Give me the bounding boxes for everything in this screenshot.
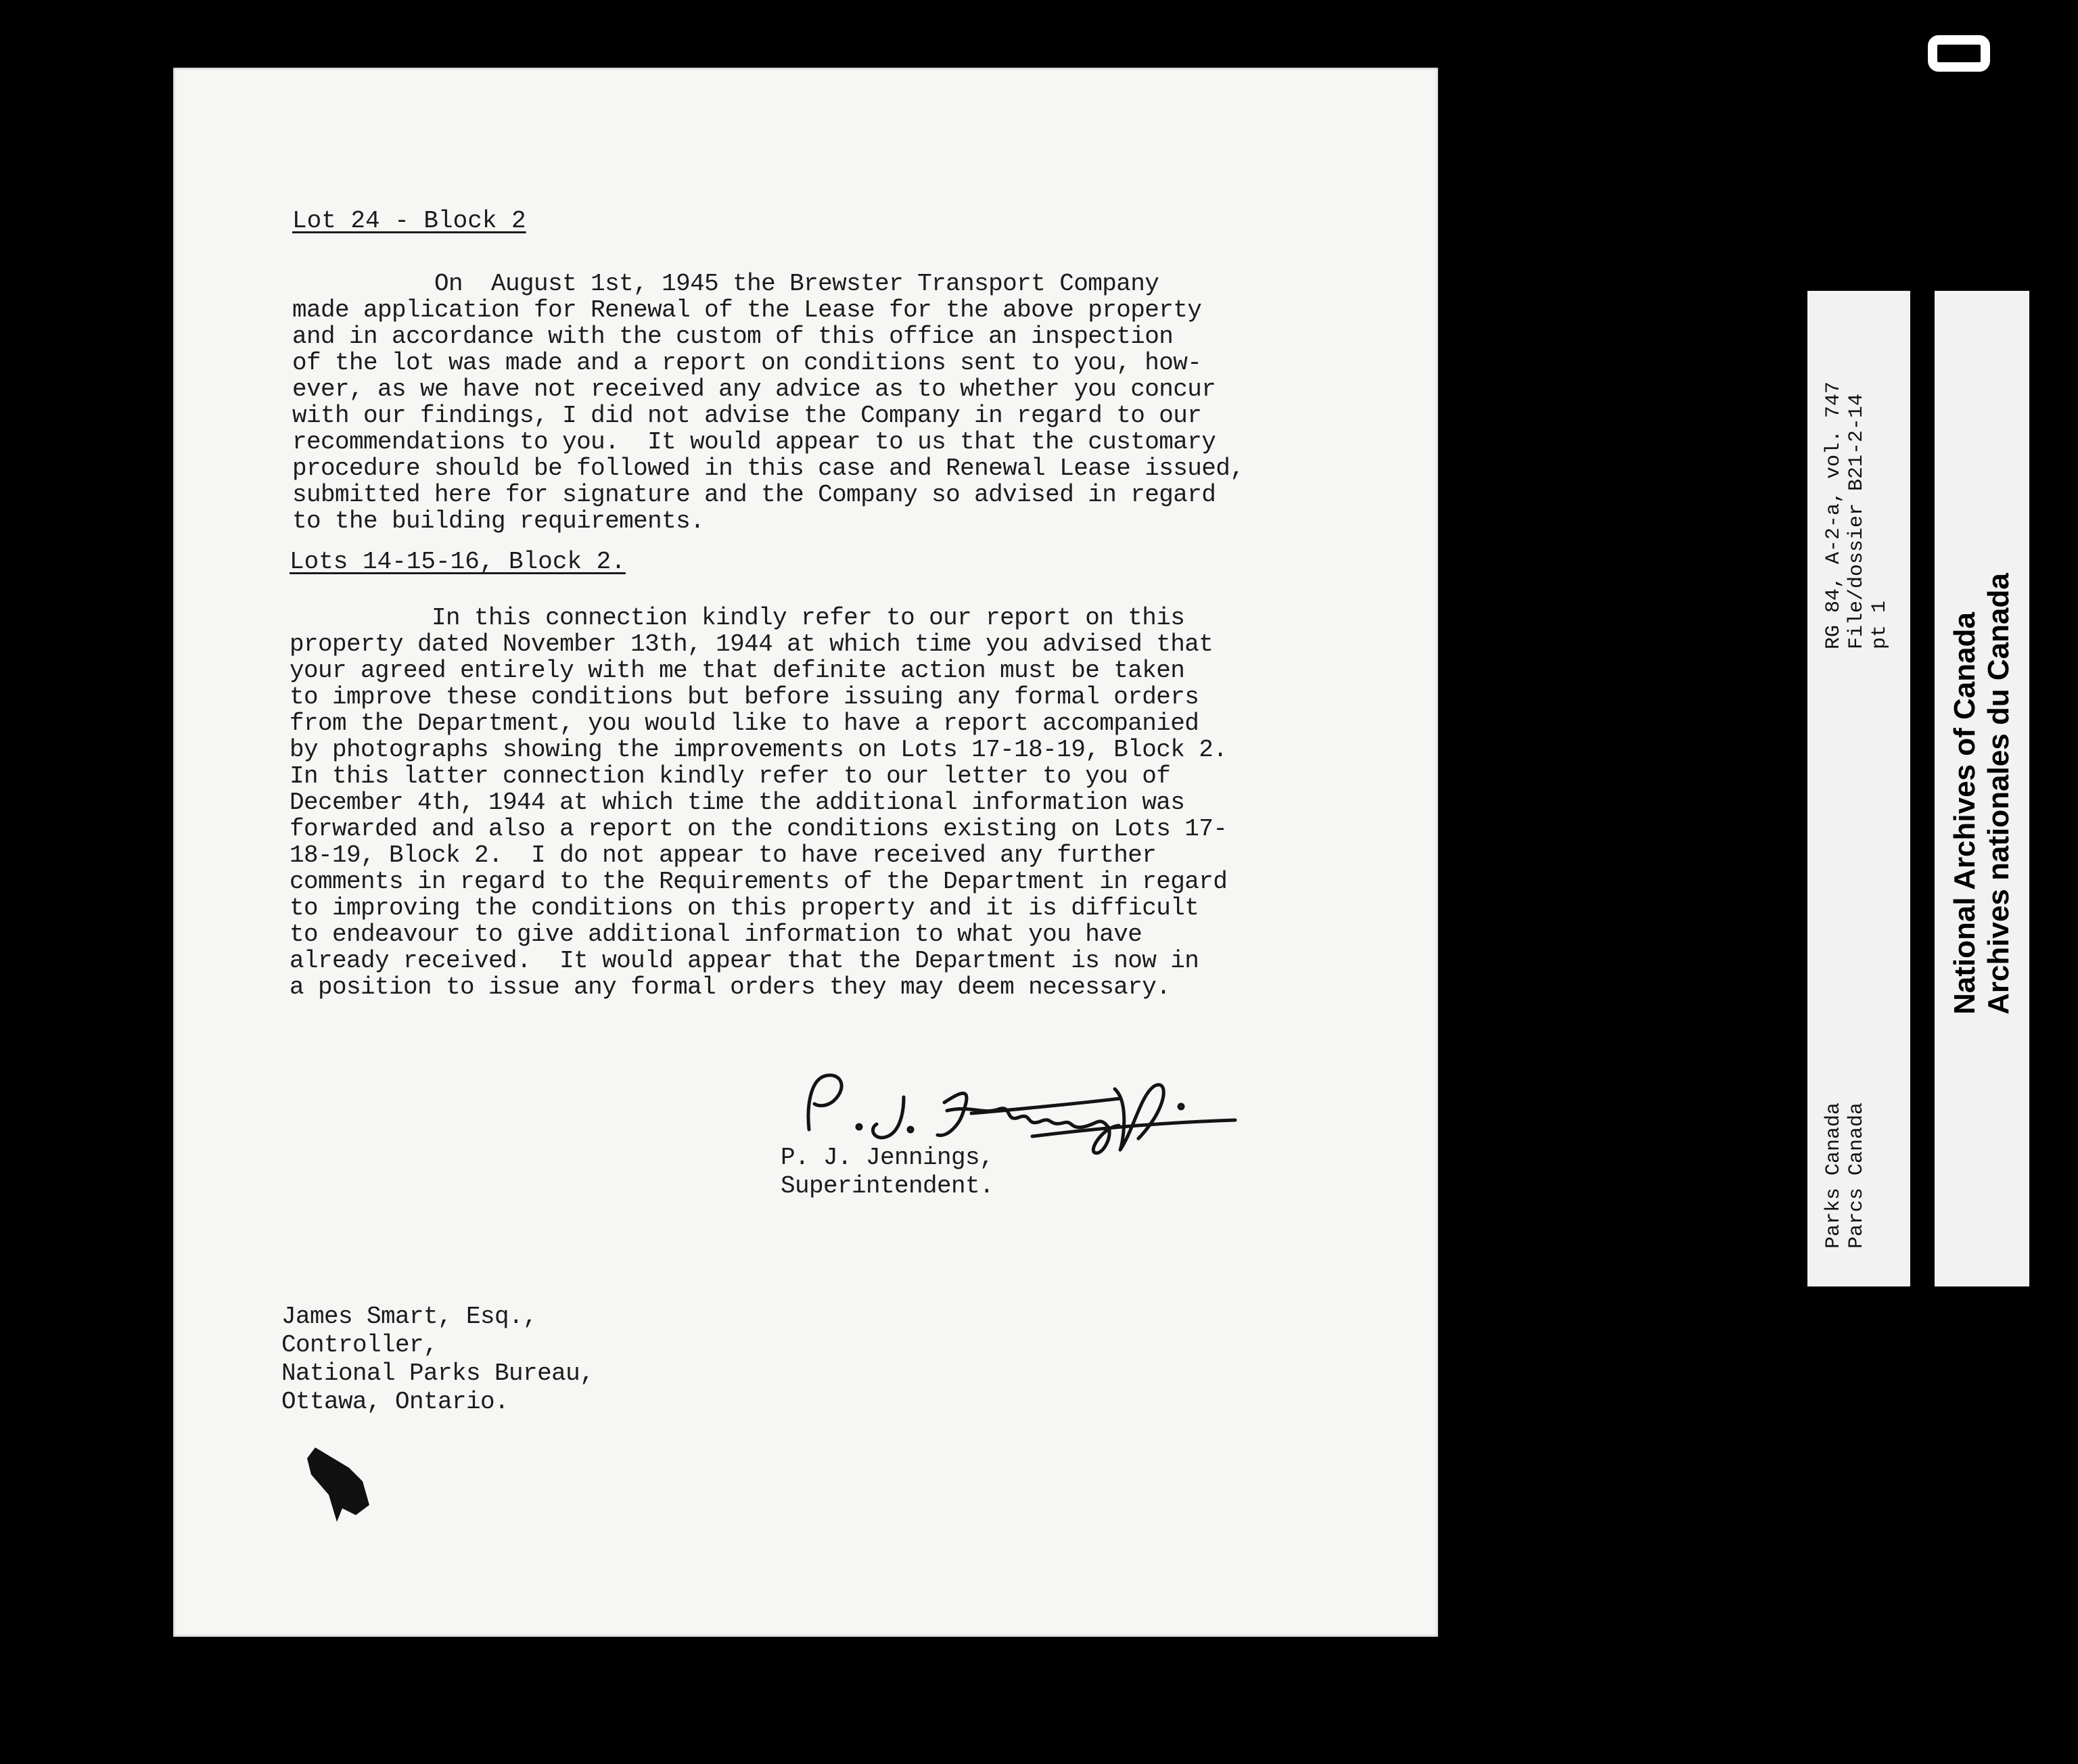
section-body-lots-14-15-16: In this connection kindly refer to our report on this property dated November 13th, 1944 at which time you advised that your agreed entirely with me that definite action must be taken to improve these conditions but before issuing any formal orders from the Department, you would like to have a report accompanied by photographs showing the improvements on Lots 17-18-19, Block 2. In this latter connection kindly refer to our letter to you of December 4th, 1944 at which time the additional information was forwarded and also a report on the conditions existing on Lots 17- 18-19, Block 2. I do not appear to have received any further comments in regard to the Requirements of the Department in regard to improving the conditions on this property and it is difficult to endeavour to give additional information to what you have already received. It would appear that the Department is now in a position to issue any formal orders they may deem necessary. (290, 604, 1228, 1001)
section-heading-lots-14-15-16: Lots 14-15-16, Block 2. (290, 548, 626, 576)
institution-label (1935, 291, 2029, 1286)
letter-page (173, 68, 1438, 1637)
signer-title: Superintendent. (781, 1172, 994, 1200)
ink-blot-mark (302, 1441, 383, 1529)
archive-reference-label (1807, 291, 1910, 1286)
section-body-lot-24: On August 1st, 1945 the Brewster Transport Company made application for Renewal of the Lease for the above property and in accordance with the custom of this office an inspection of the lot was made and a report on conditions sent to you, how- ever, as we have not received any advice as to whether you concur with our findings, I did not advise the Company in regard to our recommendations to you. It would appear to us that the customary procedure should be followed in this case and Renewal Lease issued, submitted here for signature and the Company so advised in regard to the building requirements. (292, 270, 1245, 535)
archive-reference-text: RG 84, A-2-a, vol. 747 File/dossier B21-2-14 pt 1 (1822, 381, 1891, 649)
agency-name-text: Parks Canada Parcs Canada (1822, 1102, 1868, 1249)
institution-name-text: National Archives of Canada Archives nationales du Canada (1948, 573, 2015, 1015)
addressee-block: James Smart, Esq., Controller, National Parks Bureau, Ottawa, Ontario. (281, 1303, 595, 1416)
section-heading-lot-24: Lot 24 - Block 2 (292, 207, 526, 235)
frame-corner-marker (1928, 35, 1990, 72)
signer-name: P. J. Jennings, (781, 1144, 994, 1171)
